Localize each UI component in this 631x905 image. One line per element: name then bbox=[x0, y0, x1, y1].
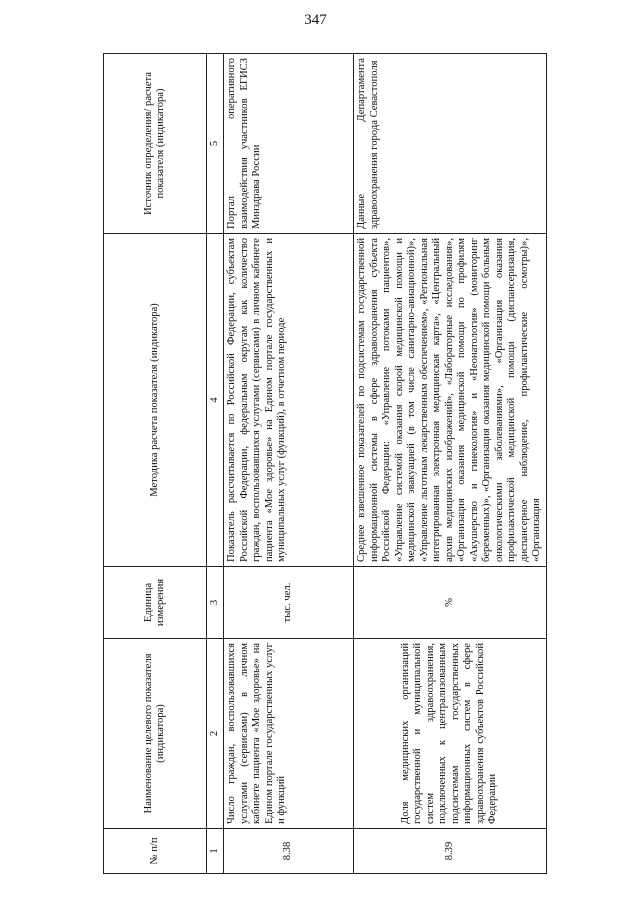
row-method: Показатель рассчитывается по Российской Федерации, субъектам Российской Федерации, федеральным округам как количество граждан, воспользовавшихся услугами (сервисами) в личном кабинете пациента «Мое здоровье» на Едином портале государственных и муниципальных услуг (функций), в отчетном периоде bbox=[224, 234, 354, 567]
column-number: 4 bbox=[207, 234, 224, 567]
header-unit: Единица измерения bbox=[104, 567, 207, 639]
row-source: Портал оперативного взаимодействия участников ЕГИСЗ Минздрава России bbox=[224, 54, 354, 234]
row-source: Данные Департамента здравоохранения города Севастополя bbox=[354, 54, 547, 234]
row-number: 8.39 bbox=[354, 829, 547, 874]
header-source: Источник определения/ расчета показателя (индикатора) bbox=[104, 54, 207, 234]
page-number: 347 bbox=[304, 12, 327, 28]
row-method: Среднее взвешенное показателей по подсистемам государственной информационной системы в сфере здравоохранения субъекта Российской Федерации: «Управление потоками пациентов», «Управление системой оказания скорой медицинской помощи и медицинской эвакуацией (в том числе санитарно-авиационной)», «Управление льготным лекарственным обеспечением», «Региональная интегрированная электронная медицинская карта», «Центральный архив медицинских изображений», «Лабораторные исследования», «Организация оказания медицинской помощи по профилям «Акушерство и гинекология» и «Неонатология» (мониторинг беременных)», «Организация оказания медицинской помощи больным онкологическими заболеваниями», «Организация оказания профилактической медицинской помощи (диспансеризация, диспансерное наблюдение, профилактические осмотры)», «Организация bbox=[354, 234, 547, 567]
table-row bbox=[354, 54, 547, 874]
row-indicator-name: Доля медицинских организаций государственной и муниципальной систем здравоохранения, подключенных к централизованным подсистемам государственных информационных систем в сфере здравоохранения субъектов Российской Федерации bbox=[354, 639, 547, 829]
header-number: № п/п bbox=[104, 829, 207, 874]
column-number-row bbox=[207, 54, 224, 874]
header-method: Методика расчета показателя (индикатора) bbox=[104, 234, 207, 567]
row-unit: % bbox=[354, 567, 547, 639]
column-number: 3 bbox=[207, 567, 224, 639]
rotated-table-container bbox=[103, 54, 542, 874]
column-number: 5 bbox=[207, 54, 224, 234]
column-number: 2 bbox=[207, 639, 224, 829]
indicators-table bbox=[103, 53, 547, 874]
table-header-row bbox=[104, 54, 207, 874]
column-number: 1 bbox=[207, 829, 224, 874]
header-indicator-name: Наименование целевого показателя (индикатора) bbox=[104, 639, 207, 829]
row-unit: тыс. чел. bbox=[224, 567, 354, 639]
table-row bbox=[224, 54, 354, 874]
row-number: 8.38 bbox=[224, 829, 354, 874]
row-indicator-name: Число граждан, воспользовавшихся услугами (сервисами) в личном кабинете пациента «Мое здоровье» на Едином портале государственных услуг и функций bbox=[224, 639, 354, 829]
